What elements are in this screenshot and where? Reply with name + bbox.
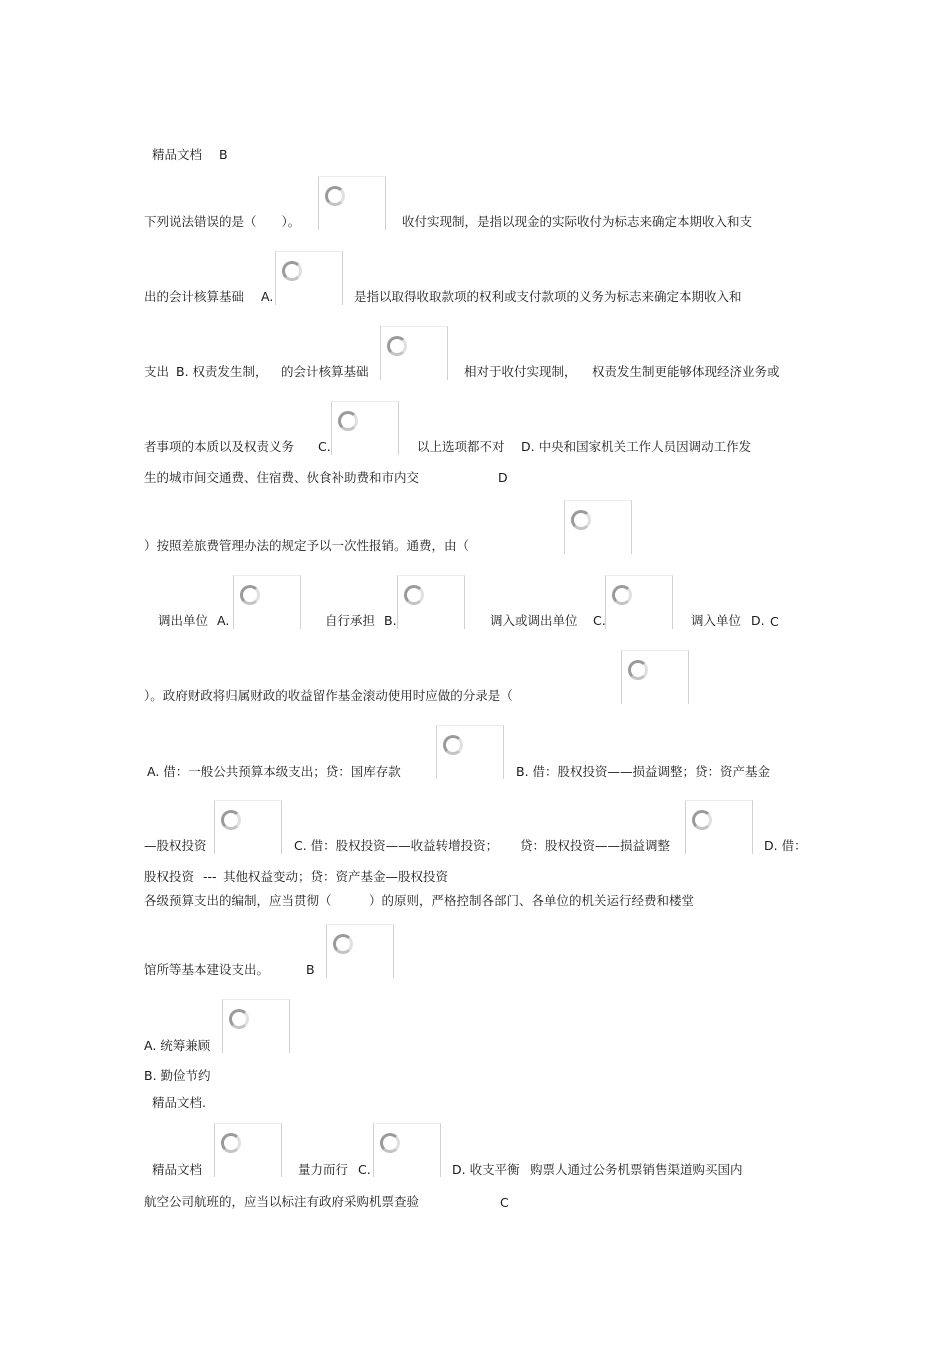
- loading-icon: [338, 411, 358, 431]
- option-text: 是指以取得收取款项的权利或支付款项的义务为标志来确定本期收入和: [354, 289, 742, 304]
- image-placeholder: [318, 176, 386, 230]
- footer-watermark: 精品文档.: [152, 1095, 206, 1110]
- image-placeholder: [233, 575, 301, 629]
- image-placeholder: [222, 999, 290, 1053]
- option-text: 权责发生制更能够体现经济业务或: [592, 364, 780, 379]
- image-placeholder: [326, 924, 394, 978]
- option-text: 自行承担: [325, 613, 376, 628]
- image-placeholder: [605, 575, 673, 629]
- question-text: 生的城市间交通费、住宿费、伙食补助费和市内交: [144, 470, 420, 485]
- loading-icon: [221, 810, 241, 830]
- question-text: 馆所等基本建设支出。: [144, 962, 270, 977]
- option-letter: C.: [318, 439, 331, 454]
- image-placeholder: [331, 401, 399, 455]
- question-text: 购票人通过公务机票销售渠道购买国内: [530, 1162, 743, 1177]
- option-text: B. 勤俭节约: [144, 1068, 211, 1083]
- answer-label: B: [219, 147, 228, 162]
- option-text: 股权投资: [144, 869, 195, 884]
- loading-icon: [221, 1133, 241, 1153]
- option-text: C. 借：股权投资——收益转增投资；: [294, 838, 499, 853]
- option-text: 调入或调出单位: [490, 613, 578, 628]
- answer-label: D: [498, 470, 508, 485]
- loading-icon: [692, 810, 712, 830]
- image-placeholder: [214, 1123, 282, 1177]
- option-text: ---: [203, 869, 217, 884]
- image-placeholder: [397, 575, 465, 629]
- loading-icon: [612, 585, 632, 605]
- image-placeholder: [214, 800, 282, 854]
- loading-icon: [387, 336, 407, 356]
- header-watermark: 精品文档: [152, 1162, 203, 1177]
- loading-icon: [380, 1133, 400, 1153]
- question-text: 航空公司航班的，应当以标注有政府采购机票查验: [144, 1194, 420, 1209]
- loading-icon: [240, 585, 260, 605]
- image-placeholder: [275, 251, 343, 305]
- option-text: 贷：股权投资——损益调整: [520, 838, 671, 853]
- loading-icon: [443, 735, 463, 755]
- header-watermark: 精品文档: [152, 147, 203, 162]
- question-text: ）。政府财政将归属财政的收益留作基金滚动使用时应做的分录是（: [144, 688, 513, 703]
- option-text: 者事项的本质以及权责义务: [144, 439, 295, 454]
- option-letter: D.: [751, 613, 765, 628]
- option-text: A. 统筹兼顾: [144, 1038, 211, 1053]
- option-text: 以上选项都不对: [417, 439, 505, 454]
- option-letter: C.: [593, 613, 606, 628]
- option-text: 出的会计核算基础: [144, 289, 245, 304]
- image-placeholder: [564, 500, 632, 554]
- option-text: 调入单位: [691, 613, 742, 628]
- loading-icon: [628, 660, 648, 680]
- option-text: —股权投资: [144, 838, 207, 853]
- question-text: 各级预算支出的编制，应当贯彻（ ）的原则，严格控制各部门、各单位的机关运行经费和楼堂: [144, 893, 695, 908]
- option-text: D. 借：: [764, 838, 807, 853]
- option-text: A. 借：一般公共预算本级支出；贷：国库存款: [147, 764, 401, 779]
- image-placeholder: [685, 800, 753, 854]
- image-placeholder: [380, 326, 448, 380]
- loading-icon: [325, 186, 345, 206]
- loading-icon: [404, 585, 424, 605]
- option-text: 量力而行: [298, 1162, 349, 1177]
- option-text: B. 借：股权投资——损益调整；贷：资产基金: [516, 764, 771, 779]
- loading-icon: [229, 1009, 249, 1029]
- option-letter: A.: [217, 613, 230, 628]
- answer-label: C: [770, 614, 779, 629]
- option-letter: B.: [384, 613, 397, 628]
- option-text: B. 权责发生制，: [176, 364, 268, 379]
- option-text: D. 收支平衡: [452, 1162, 520, 1177]
- option-letter: C.: [358, 1162, 371, 1177]
- option-text: 调出单位: [158, 613, 209, 628]
- answer-label: B: [306, 962, 315, 977]
- image-placeholder: [436, 725, 504, 779]
- loading-icon: [282, 261, 302, 281]
- loading-icon: [571, 510, 591, 530]
- loading-icon: [333, 934, 353, 954]
- question-text: D. 中央和国家机关工作人员因调动工作发: [521, 439, 752, 454]
- option-text: 其他权益变动；贷：资产基金—股权投资: [223, 869, 449, 884]
- image-placeholder: [373, 1123, 441, 1177]
- option-text: 的会计核算基础: [281, 364, 369, 379]
- question-text: ）按照差旅费管理办法的规定予以一次性报销。通费，由（: [144, 538, 470, 553]
- option-letter: A.: [261, 289, 274, 304]
- option-text: 支出: [144, 364, 170, 379]
- option-text: 收付实现制，是指以现金的实际收付为标志来确定本期收入和支: [402, 214, 753, 229]
- question-text: 下列说法错误的是（ ）。: [144, 214, 301, 229]
- image-placeholder: [621, 650, 689, 704]
- answer-label: C: [500, 1195, 509, 1210]
- option-text: 相对于收付实现制，: [464, 364, 577, 379]
